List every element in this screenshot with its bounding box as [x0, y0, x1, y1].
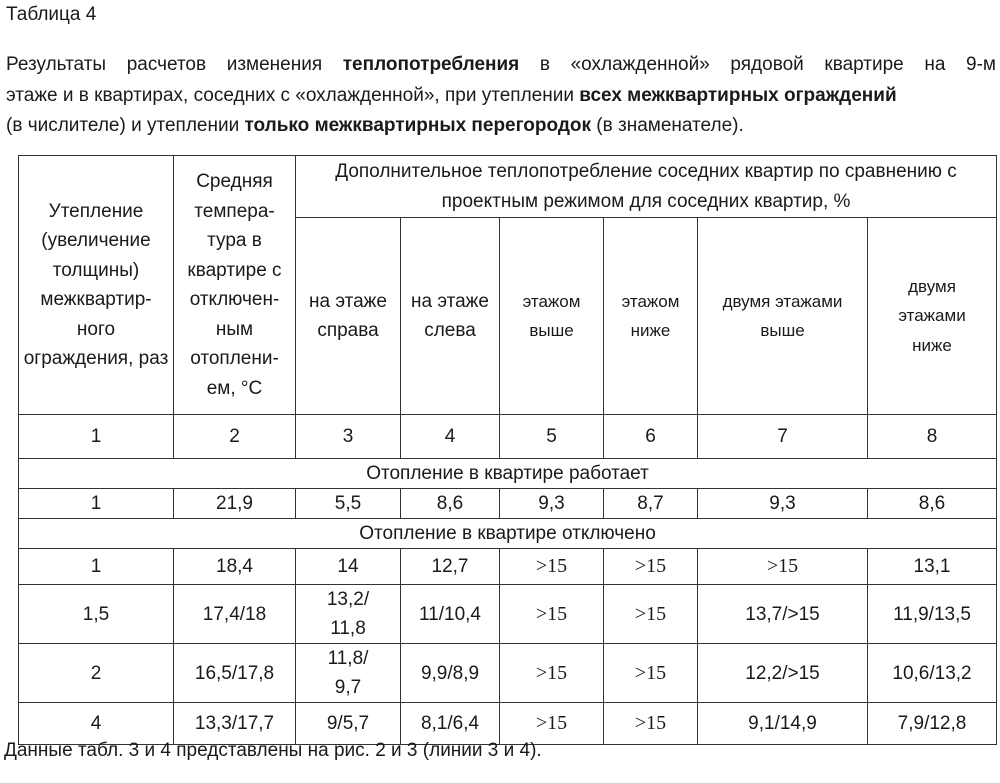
table-cell: 9,9/8,9: [401, 644, 500, 703]
table-cell: 11,9/13,5: [868, 585, 997, 644]
table-row: [19, 549, 997, 585]
header-floor-below: этажом ниже: [604, 218, 698, 415]
table-cell: 12,7: [401, 549, 500, 585]
table-cell: 1,5: [19, 585, 174, 644]
table-cell: >15: [500, 585, 604, 644]
column-number: 7: [698, 415, 868, 459]
table-cell: 13,7/>15: [698, 585, 868, 644]
header-floor-right: на этаже справа: [296, 218, 401, 415]
column-number: 5: [500, 415, 604, 459]
table-header-row: [19, 156, 997, 218]
table-cell: 8,6: [868, 489, 997, 519]
table-cell: 8,6: [401, 489, 500, 519]
table-row: [19, 489, 997, 519]
column-number: 6: [604, 415, 698, 459]
table-cell: 17,4/18: [174, 585, 296, 644]
section-heating-on: Отопление в квартире работает: [19, 459, 997, 489]
table-row: [19, 585, 997, 644]
table-cell: >15: [500, 549, 604, 585]
table-cell: 9,3: [698, 489, 868, 519]
table-row: [19, 644, 997, 703]
table-cell: 14: [296, 549, 401, 585]
header-two-floors-below: двумя этажами ниже: [868, 218, 997, 415]
table-cell: >15: [500, 644, 604, 703]
table-cell: 5,5: [296, 489, 401, 519]
results-table: [18, 155, 997, 745]
table-footnote: Данные табл. 3 и 4 представлены на рис. 2 и 3 (линии 3 и 4).: [4, 740, 542, 761]
table-cell: >15: [604, 644, 698, 703]
table-cell: 12,2/>15: [698, 644, 868, 703]
column-number: 8: [868, 415, 997, 459]
table-cell: 10,6/13,2: [868, 644, 997, 703]
header-average-temperature: Средняя темпера-тура в квартире с отключен-ным отоплени-ем, °С: [174, 156, 296, 415]
column-number: 3: [296, 415, 401, 459]
header-floor-left: на этаже слева: [401, 218, 500, 415]
column-number: 2: [174, 415, 296, 459]
table-cell: >15: [500, 703, 604, 745]
table-cell: 18,4: [174, 549, 296, 585]
header-insulation-factor: Утепление (увеличение толщины) межквартир-ного ограждения, раз: [19, 156, 174, 415]
column-number: 1: [19, 415, 174, 459]
table-cell: >15: [604, 703, 698, 745]
table-cell: 1: [19, 549, 174, 585]
table-cell: 13,3/17,7: [174, 703, 296, 745]
table-cell: 13,1: [868, 549, 997, 585]
table-cell: 11,8/ 9,7: [296, 644, 401, 703]
table-caption: Таблица 4: [6, 4, 97, 25]
section-heating-off: Отопление в квартире отключено: [19, 519, 997, 549]
section-row: [19, 459, 997, 489]
header-additional-heat-consumption: Дополнительное теплопотребление соседних квартир по сравнению с проектным режимом для соседних квартир, %: [296, 156, 997, 218]
table-row: [19, 703, 997, 745]
table-cell: 11/10,4: [401, 585, 500, 644]
table-cell: 7,9/12,8: [868, 703, 997, 745]
table-cell: >15: [604, 585, 698, 644]
table-cell: >15: [698, 549, 868, 585]
table-cell: 9,1/14,9: [698, 703, 868, 745]
header-two-floors-above: двумя этажами выше: [698, 218, 868, 415]
table-cell: 16,5/17,8: [174, 644, 296, 703]
table-cell: 21,9: [174, 489, 296, 519]
table-cell: >15: [604, 549, 698, 585]
table-cell: 13,2/ 11,8: [296, 585, 401, 644]
table-description: Результаты расчетов изменения теплопотребления в «охлажденной» рядовой квартире на 9-м этаже и в квартирах, соседних с «охлажденной», при утеплении всех межквартирных ограждений (в числителе) и утеплении только межквартирных перегородок (в знаменателе).: [6, 54, 996, 136]
table-cell: 8,7: [604, 489, 698, 519]
table-cell: 9/5,7: [296, 703, 401, 745]
table-cell: 2: [19, 644, 174, 703]
column-number-row: [19, 415, 997, 459]
header-floor-above: этажом выше: [500, 218, 604, 415]
table-cell: 1: [19, 489, 174, 519]
column-number: 4: [401, 415, 500, 459]
table-cell: 4: [19, 703, 174, 745]
table-cell: 8,1/6,4: [401, 703, 500, 745]
table-cell: 9,3: [500, 489, 604, 519]
section-row: [19, 519, 997, 549]
